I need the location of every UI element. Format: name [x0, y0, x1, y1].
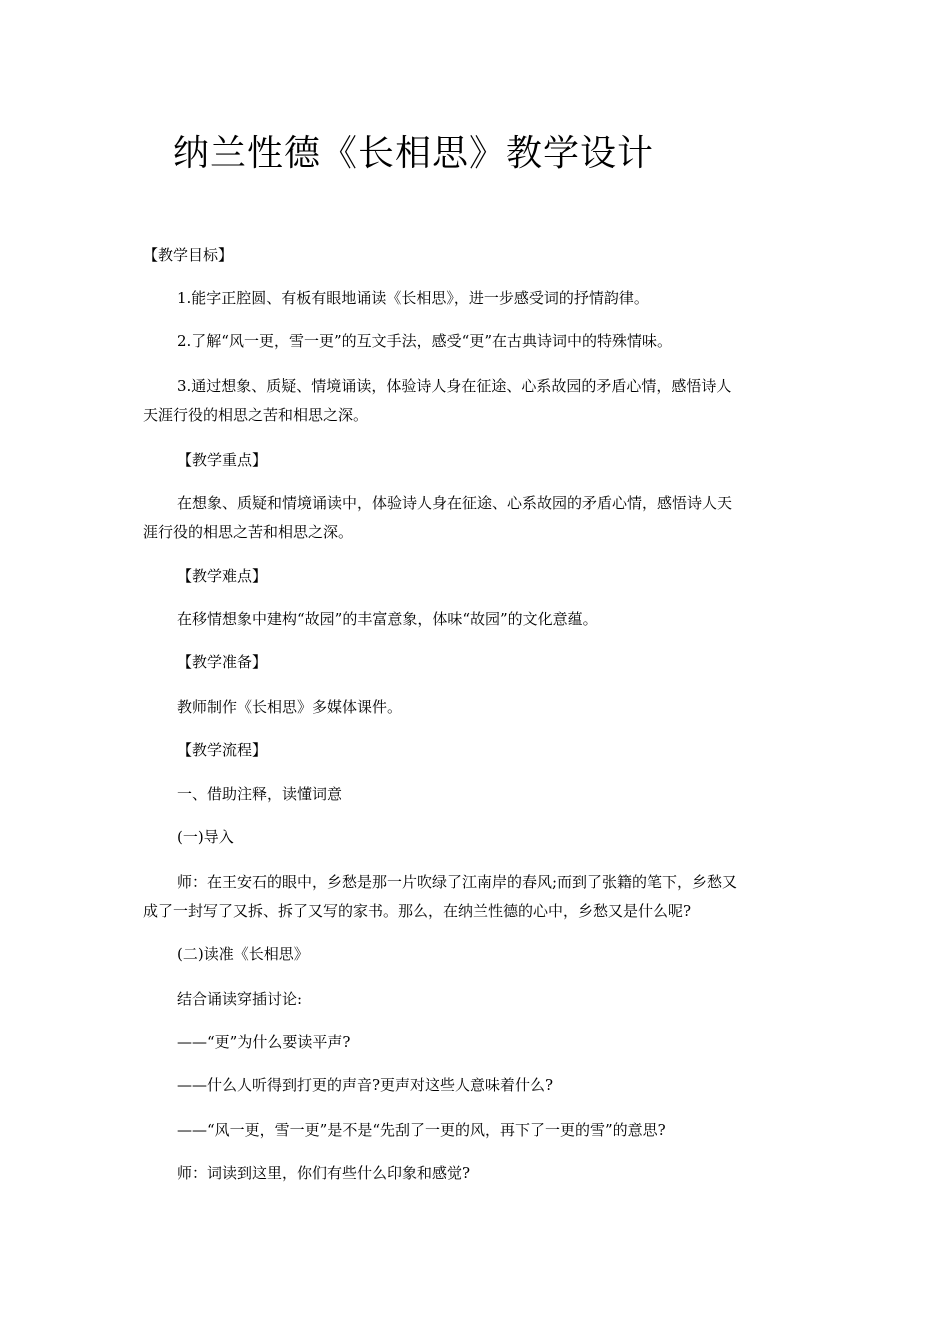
difficulties-text: 在移情想象中建构“故园”的丰富意象，体味“故园”的文化意蕴。	[177, 610, 598, 628]
heading-key-points: 【教学重点】	[177, 451, 268, 469]
discussion-question-3: ——“风一更，雪一更”是不是“先刮了一更的风，再下了一更的雪”的意思?	[177, 1121, 666, 1139]
heading-preparation: 【教学准备】	[177, 653, 268, 671]
objective-3-line-2: 天涯行役的相思之苦和相思之深。	[143, 406, 369, 424]
heading-teaching-objectives: 【教学目标】	[143, 246, 234, 264]
subsection-reading: (二)读准《长相思》	[177, 945, 309, 963]
heading-teaching-process: 【教学流程】	[177, 741, 268, 759]
key-points-line-1: 在想象、质疑和情境诵读中，体验诗人身在征途、心系故园的矛盾心情，感悟诗人天	[177, 494, 733, 512]
key-points-line-2: 涯行役的相思之苦和相思之深。	[143, 523, 354, 541]
objective-1: 1.能字正腔圆、有板有眼地诵读《长相思》，进一步感受词的抒情韵律。	[177, 289, 649, 307]
section-one-heading: 一、借助注释，读懂词意	[177, 785, 343, 803]
subsection-introduction: (一)导入	[177, 828, 234, 846]
document-title: 纳兰性德《长相思》教学设计	[173, 133, 655, 174]
objective-2: 2.了解“风一更，雪一更”的互文手法，感受“更”在古典诗词中的特殊情味。	[177, 332, 672, 350]
discussion-intro: 结合诵读穿插讨论:	[177, 990, 303, 1008]
discussion-question-1: ——“更”为什么要读平声?	[177, 1033, 351, 1051]
discussion-question-2: ——什么人听得到打更的声音?更声对这些人意味着什么?	[177, 1076, 554, 1094]
heading-difficulties: 【教学难点】	[177, 567, 268, 585]
preparation-text: 教师制作《长相思》多媒体课件。	[177, 698, 403, 716]
objective-3-line-1: 3.通过想象、质疑、情境诵读，体验诗人身在征途、心系故园的矛盾心情，感悟诗人	[177, 377, 732, 395]
teacher-intro-line-1: 师：在王安石的眼中，乡愁是那一片吹绿了江南岸的春风;而到了张籍的笔下，乡愁又	[177, 873, 738, 891]
teacher-intro-line-2: 成了一封写了又拆、拆了又写的家书。那么，在纳兰性德的心中，乡愁又是什么呢?	[143, 902, 692, 920]
teacher-question: 师：词读到这里，你们有些什么印象和感觉?	[177, 1164, 471, 1182]
